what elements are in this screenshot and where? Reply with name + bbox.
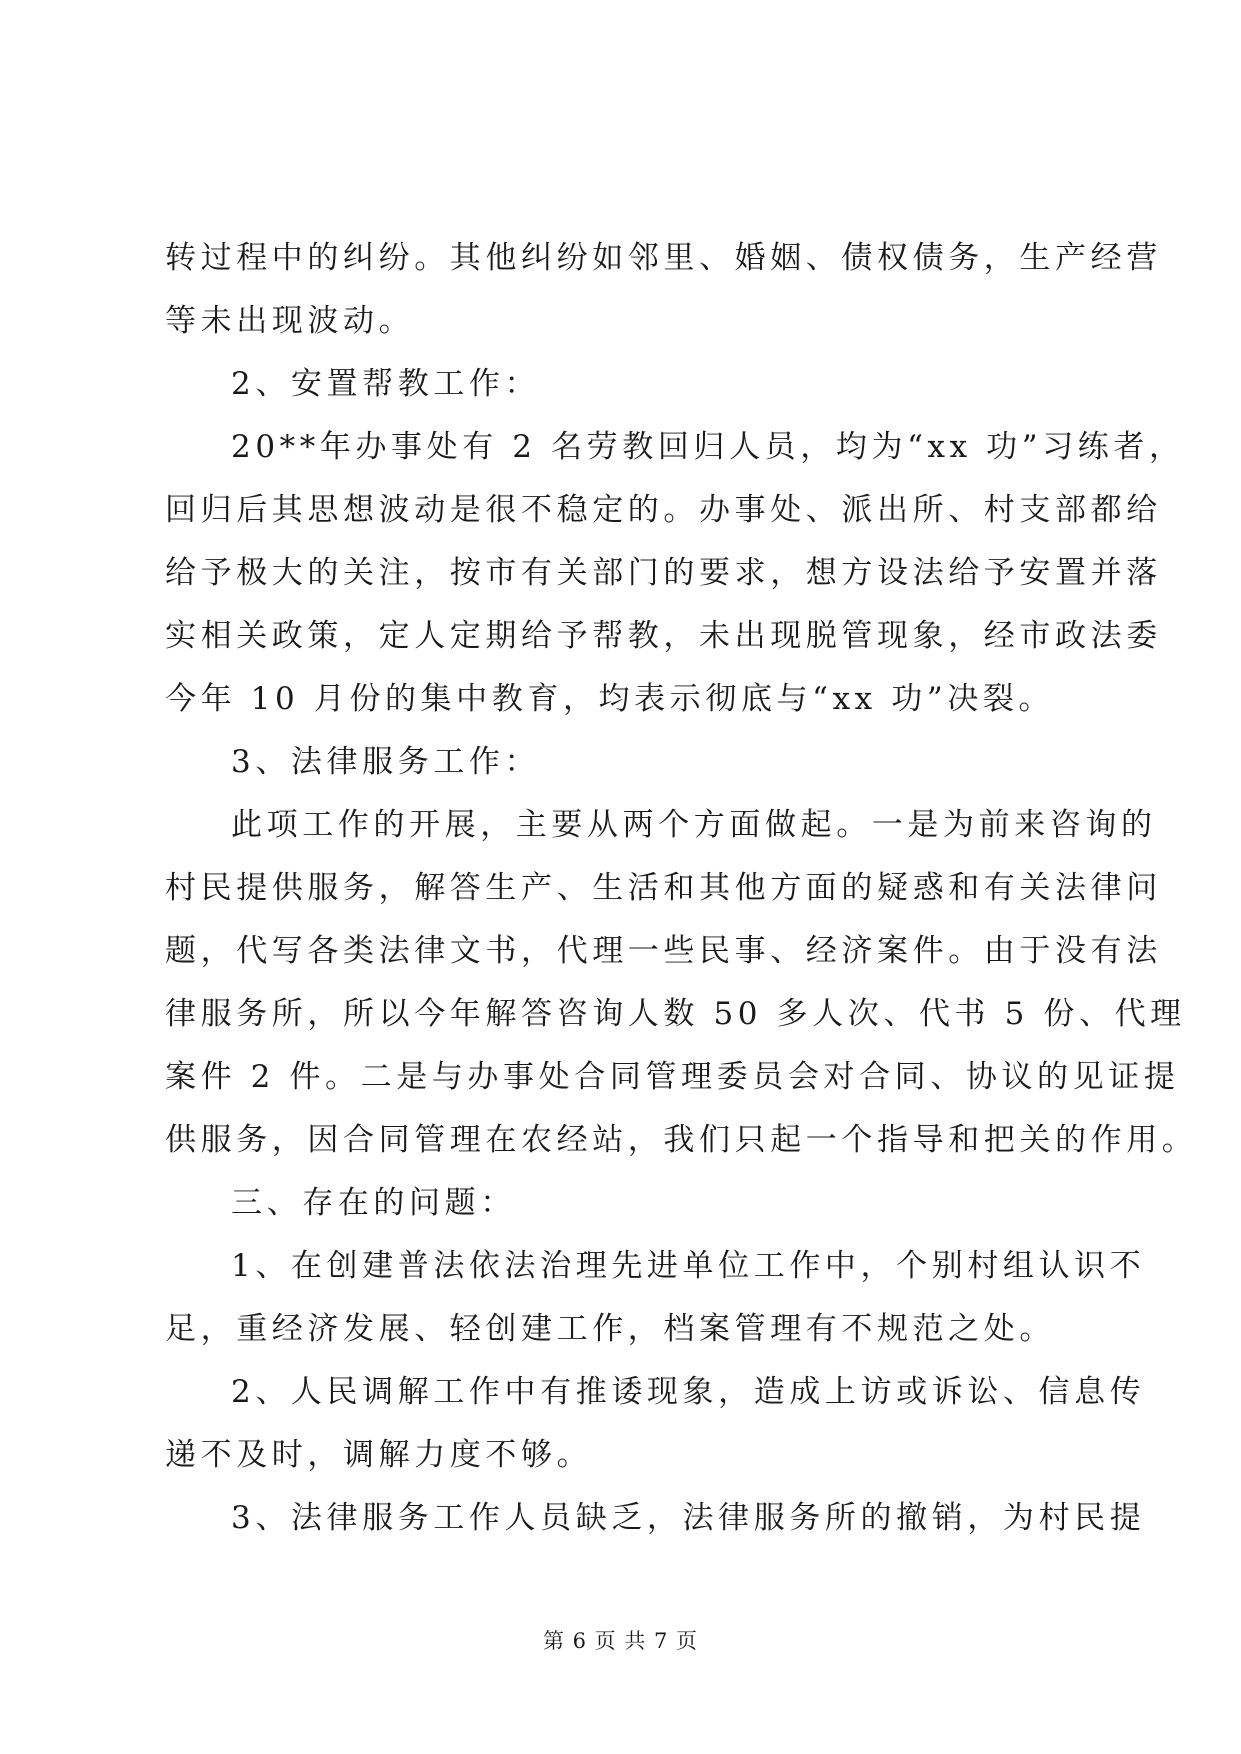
text-line: 递不及时，调解力度不够。 [165,1437,593,1473]
section-heading: 三、存在的问题： [231,1185,516,1221]
paragraph-start: 1、在创建普法依法治理先进单位工作中，个别村组认识不 [231,1248,1146,1284]
text-line: 题，代写各类法律文书，代理一些民事、经济案件。由于没有法 [165,933,1162,969]
paragraph-start: 20**年办事处有 2 名劳教回归人员，均为“xx 功”习练者， [231,429,1185,465]
text-line: 今年 10 月份的集中教育，均表示彻底与“xx 功”决裂。 [165,681,1055,717]
section-heading: 3、法律服务工作： [231,744,541,780]
text-line: 回归后其思想波动是很不稳定的。办事处、派出所、村支部都给 [165,492,1162,528]
page-number-footer: 第 6 页 共 7 页 [542,1629,699,1653]
text-line: 转过程中的纠纷。其他纠纷如邻里、婚姻、债权债务，生产经营 [165,240,1162,276]
text-line: 实相关政策，定人定期给予帮教，未出现脱管现象，经市政法委 [165,618,1162,654]
section-heading: 2、安置帮教工作： [231,366,541,402]
text-line: 等未出现波动。 [165,303,415,339]
text-line: 案件 2 件。二是与办事处合同管理委员会对合同、协议的见证提 [165,1059,1180,1095]
paragraph-start: 2、人民调解工作中有推诿现象，造成上访或诉讼、信息传 [231,1374,1146,1410]
text-line: 给予极大的关注，按市有关部门的要求，想方设法给予安置并落 [165,555,1162,591]
paragraph-start: 3、法律服务工作人员缺乏，法律服务所的撤销，为村民提 [231,1500,1146,1536]
text-line: 供服务，因合同管理在农经站，我们只起一个指导和把关的作用。 [165,1122,1198,1158]
document-body [165,227,1198,1550]
paragraph-start: 此项工作的开展，主要从两个方面做起。一是为前来咨询的 [231,807,1157,843]
text-line: 足，重经济发展、轻创建工作，档案管理有不规范之处。 [165,1311,1055,1347]
text-line: 村民提供服务，解答生产、生活和其他方面的疑惑和有关法律问 [165,870,1162,906]
text-line: 律服务所，所以今年解答咨询人数 50 多人次、代书 5 份、代理 [165,996,1186,1032]
